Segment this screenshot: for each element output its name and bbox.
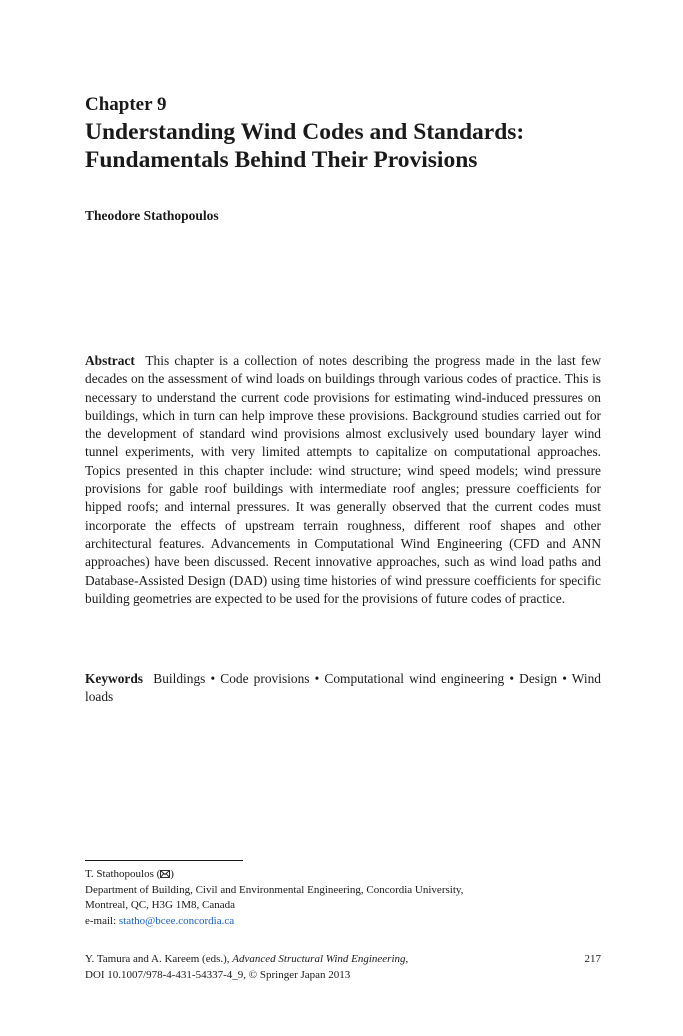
abstract-label: Abstract — [85, 353, 135, 368]
chapter-label: Chapter 9 — [85, 94, 167, 115]
affiliation-line-1: Department of Building, Civil and Environmental Engineering, Concordia University, — [85, 883, 464, 896]
book-title: Advanced Structural Wind Engineering — [232, 953, 406, 965]
footnote-divider — [85, 860, 243, 861]
envelope-icon — [160, 868, 170, 880]
footnote — [85, 867, 605, 929]
editors: Y. Tamura and A. Kareem (eds.), — [85, 953, 233, 965]
chapter-title: Understanding Wind Codes and Standards: Fundamentals Behind Their Provisions — [85, 119, 525, 173]
page-footer — [85, 952, 601, 983]
keywords — [85, 670, 601, 707]
citation-comma: , — [405, 953, 409, 965]
abstract-text: This chapter is a collection of notes describing the progress made in the last few decades on the assessment of wind loads on buildings through various codes of practice. This is necessary to understand the current code provisions for estimating wind-induced pressures on buildings, which in turn can help improve these provisions. Background studies carried out for the development of standard wind provisions almost exclusively used boundary layer wind tunnel experiments, with very limited attempts to capitalize on computational approaches. Topics presented in this chapter include: wind structure; wind speed models; wind pressure provisions for gable roof buildings with intermediate roof angles; pressure coefficients for hipped roofs; and internal pressures. It was generally observed that the current codes must incorporate the effects of upstream terrain roughness, different roof shapes and other architectural features. Advancements in Computational Wind Engineering (CFD and ANN approaches) have been discussed. Recent innovative approaches, such as wind load paths and Database-Assisted Design (DAD) using time histories of wind pressure coefficients for specific building geometries are expected to be used for the provisions of future codes of practice. — [85, 353, 601, 606]
page-number: 217 — [584, 953, 601, 965]
footnote-author-close: ) — [170, 868, 174, 880]
doi-line: DOI 10.1007/978-4-431-54337-4_9, © Springer Japan 2013 — [85, 968, 351, 981]
abstract — [85, 352, 601, 608]
email-link[interactable]: statho@bcee.concordia.ca — [118, 914, 235, 927]
keywords-text: Buildings • Code provisions • Computational wind engineering • Design • Wind loads — [85, 671, 601, 705]
email-label: e-mail: — [85, 914, 119, 927]
footnote-author-line — [85, 867, 605, 883]
citation-line — [85, 952, 601, 968]
footnote-author: T. Stathopoulos ( — [85, 868, 161, 880]
email-line — [85, 914, 605, 930]
keywords-label: Keywords — [85, 671, 144, 686]
author-name: Theodore Stathopoulos — [85, 208, 219, 223]
affiliation-line-2: Montreal, QC, H3G 1M8, Canada — [85, 899, 236, 911]
